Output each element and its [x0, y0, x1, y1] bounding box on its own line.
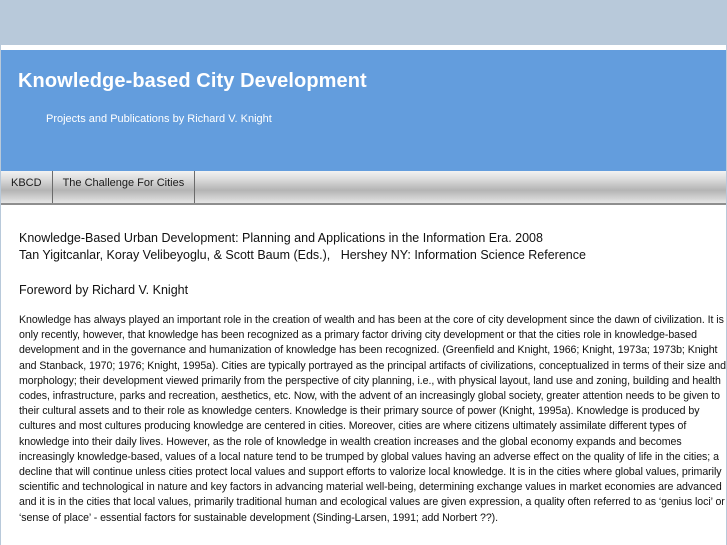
foreword-paragraph: Knowledge has always played an important role in the creation of wealth and has been at the core of city development since the dawn of civilization. It is only recently, however, that knowledge has been recognized as a primary factor driving city development or that the cities role in knowledge-based development and in the governance and humanization of knowledge has been recognized. (Greenfield and Knight, 1966; Knight, 1973a; 1973b; Knight and Stanback, 1970; 1976; Knight, 1995a). Cities are typically portrayed as the principal artifacts of civilizations, conceptualized in terms of their size and morphology; their development viewed primarily from the perspective of city planning, i.e., with physical layout, land use and zoning, building and health codes, infrastructure, parks and recreation, aesthetics, etc. Now, with the advent of an increasingly global society, greater attention needs to be given to their cultural assets and to their role as knowledge centers. Knowledge is their primary source of power (Knight, 1995a). Knowledge is produced by cultures and most cultures producing knowledge are centered in cities. Moreover, cities are where citizens ultimately assimilate different types of knowledge into their daily lives. However, as the role of knowledge in wealth creation increases and the global economy expands and becomes increasingly knowledge-based, values of a local nature tend to be trumped by global values having an adverse effect on the quality of life in the cities; a decline that will continue unless cities protect local values and support efforts to valorize local knowledge. It is in the cities where global values, primarily scientific and technological in nature and key factors in advancing material well-being, determining exchange values in market economies are advanced and it is in the cities that local values, primarily traditional human and ecological values are given expression, a quality often referred to as ‘genius loci’ or ‘sense of place’ - essential factors for sustainable development (Sinding-Larsen, 1991; add Norbert ??). — [19, 314, 726, 524]
foreword-heading: Foreword by Richard V. Knight — [19, 283, 189, 297]
main-content — [19, 230, 725, 526]
nav-item-challenge-for-cities[interactable]: The Challenge For Cities — [53, 171, 196, 203]
site-subtitle: Projects and Publications by Richard V. Knight — [46, 113, 272, 125]
site-header — [1, 50, 726, 171]
main-navigation — [1, 171, 726, 205]
nav-item-kbcd[interactable]: KBCD — [1, 171, 53, 203]
book-title: Knowledge-Based Urban Development: Planning and Applications in the Information Era. 2008 — [19, 231, 543, 245]
book-editors: Tan Yigitcanlar, Koray Velibeyoglu, & Scott Baum (Eds.), Hershey NY: Information Science Reference — [19, 248, 586, 262]
site-title[interactable]: Knowledge-based City Development — [18, 70, 367, 92]
